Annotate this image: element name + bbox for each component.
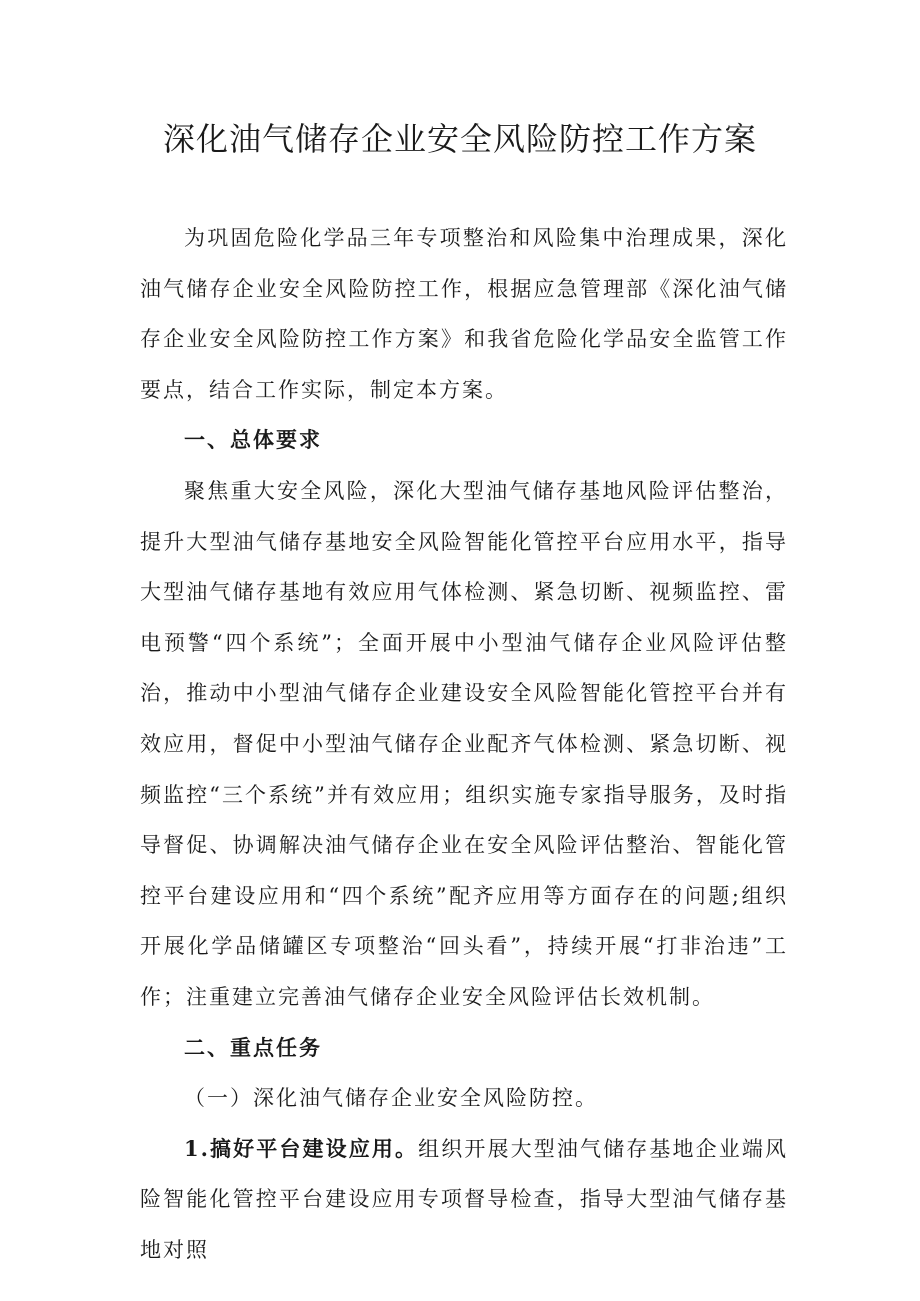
section-heading-key-tasks: 二、重点任务 [184, 1034, 322, 1060]
task-item-1-text: 组织开展大型油气储存基地企业端风险智能化管控平台建设应用专项督导检查，指导大型油气储存基地对照 [140, 1136, 788, 1262]
task-item-1-lead: 1.搞好平台建设应用。 [184, 1135, 419, 1161]
task-item-1 [140, 1124, 788, 1276]
document-title: 深化油气储存企业安全风险防控工作方案 [162, 120, 757, 158]
document-body [140, 213, 788, 1275]
general-requirements-paragraph: 聚焦重大安全风险，深化大型油气储存基地风险评估整治，提升大型油气储存基地安全风险智能化管控平台应用水平，指导大型油气储存基地有效应用气体检测、紧急切断、视频监控、雷电预警“四个系统”；全面开展中小型油气储存企业风险评估整治，推动中小型油气储存企业建设安全风险智能化管控平台并有效应用，督促中小型油气储存企业配齐气体检测、紧急切断、视频监控“三个系统”并有效应用；组织实施专家指导服务，及时指导督促、协调解决油气储存企业在安全风险评估整治、智能化管控平台建设应用和“四个系统”配齐应用等方面存在的问题;组织开展化学品储罐区专项整治“回头看”，持续开展“打非治违”工作；注重建立完善油气储存企业安全风险评估长效机制。 [140, 478, 788, 1009]
section-heading-general-requirements: 一、总体要求 [184, 427, 322, 453]
intro-paragraph: 为巩固危险化学品三年专项整治和风险集中治理成果，深化油气储存企业安全风险防控工作，根据应急管理部《深化油气储存企业安全风险防控工作方案》和我省危险化学品安全监管工作要点，结合工作实际，制定本方案。 [140, 226, 788, 402]
subsection-heading-risk-control: （一）深化油气储存企业安全风险防控。 [184, 1086, 598, 1111]
